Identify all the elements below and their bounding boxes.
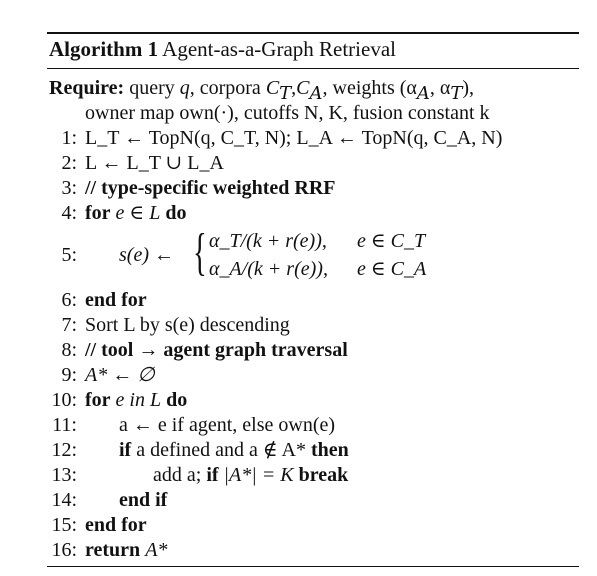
require-var: C — [296, 77, 310, 99]
line-keyword: break — [298, 464, 349, 486]
line-number: 14: — [51, 489, 77, 511]
line-number: 12: — [51, 439, 77, 461]
line-number: 6: — [61, 289, 77, 311]
require-text: , weights — [322, 77, 395, 99]
algo-line-1 — [47, 126, 579, 151]
require-keyword: Require: — [49, 77, 125, 99]
algo-line-9 — [47, 363, 579, 388]
line-text: |A*| = K — [223, 464, 294, 486]
line-keyword: return — [85, 539, 141, 561]
case-condition: e ∈ C_A — [357, 258, 427, 280]
case-expression: α_T/(k + r(e)), — [209, 230, 327, 252]
algorithm-caption — [49, 36, 396, 62]
line-keyword: for — [85, 202, 111, 224]
line-number: 2: — [61, 152, 77, 174]
line-comment: // type-specific weighted RRF — [85, 177, 336, 199]
line-keyword: do — [166, 389, 188, 411]
require-text: owner map own(·), cutoffs N, K, fusion constant k — [85, 102, 490, 124]
line-text: A* ← ∅ — [85, 364, 155, 386]
algo-line-16 — [47, 538, 579, 563]
algo-line-12 — [47, 438, 579, 463]
line-number: 1: — [61, 127, 77, 149]
top-rule — [47, 32, 579, 34]
line-keyword: if — [206, 464, 219, 486]
line-text: L ← L_T ∪ L_A — [85, 152, 224, 174]
line-text: A* — [145, 539, 168, 561]
line-text: s(e) ← — [119, 244, 174, 266]
algo-line-2 — [47, 151, 579, 176]
require-sub: A — [309, 83, 323, 104]
line-keyword: end for — [85, 514, 147, 536]
line-number: 5: — [61, 244, 77, 266]
algo-line-5 — [47, 224, 579, 285]
line-text: e in L — [115, 389, 162, 411]
case-expression: α_A/(k + r(e)), — [209, 258, 328, 280]
require-text: , — [291, 77, 297, 99]
line-text: L_T ← TopN(q, C_T, N); L_A ← TopN(q, C_A, N) — [85, 127, 503, 149]
line-keyword: end for — [85, 289, 147, 311]
require-line-2 — [85, 101, 490, 126]
require-line-1 — [49, 76, 475, 104]
algo-line-4 — [47, 201, 579, 226]
line-comment: // tool → agent graph traversal — [85, 339, 348, 361]
require-text: (α — [399, 77, 417, 99]
require-var: C — [265, 77, 280, 99]
line-number: 15: — [51, 514, 77, 536]
cases-brace: { — [193, 224, 207, 281]
line-number: 10: — [51, 389, 77, 411]
line-number: 7: — [61, 314, 77, 336]
require-text: , corpora — [189, 77, 261, 99]
line-number: 4: — [61, 202, 77, 224]
algo-line-15 — [47, 513, 579, 538]
line-number: 16: — [51, 539, 77, 561]
algo-line-7 — [47, 313, 579, 338]
line-keyword: do — [165, 202, 187, 224]
require-text: query — [129, 77, 175, 99]
line-number: 8: — [61, 339, 77, 361]
algo-line-14 — [47, 488, 579, 513]
line-number: 3: — [61, 177, 77, 199]
line-text: a defined and a ∉ A* — [136, 439, 306, 461]
line-number: 13: — [51, 464, 77, 486]
bottom-rule — [47, 566, 579, 567]
require-sub: A — [416, 83, 430, 104]
line-text: a ← e if agent, else own(e) — [119, 414, 336, 436]
caption-rule — [47, 68, 579, 69]
line-text: Sort L by s(e) descending — [85, 314, 290, 336]
require-text: ), — [462, 77, 475, 99]
algo-line-11 — [47, 413, 579, 438]
require-query-var: q — [179, 77, 190, 99]
line-keyword: end if — [119, 489, 168, 511]
line-keyword: then — [310, 439, 349, 461]
require-sub: T — [279, 83, 292, 104]
algorithm-title: Agent-as-a-Graph Retrieval — [162, 37, 396, 61]
case-condition: e ∈ C_T — [357, 230, 426, 252]
require-sub: T — [450, 83, 463, 104]
line-text: add a; — [153, 464, 202, 486]
algo-line-6 — [47, 288, 579, 313]
line-text: e ∈ L — [115, 202, 161, 224]
line-number: 9: — [61, 364, 77, 386]
algo-line-13 — [47, 463, 579, 488]
line-keyword: if — [119, 439, 132, 461]
algo-line-8 — [47, 338, 579, 363]
algorithm-label: Algorithm 1 — [49, 37, 159, 61]
algo-line-10 — [47, 388, 579, 413]
algo-line-3 — [47, 176, 579, 201]
line-keyword: for — [85, 389, 111, 411]
require-text: , α — [429, 77, 451, 99]
line-number: 11: — [52, 414, 77, 436]
